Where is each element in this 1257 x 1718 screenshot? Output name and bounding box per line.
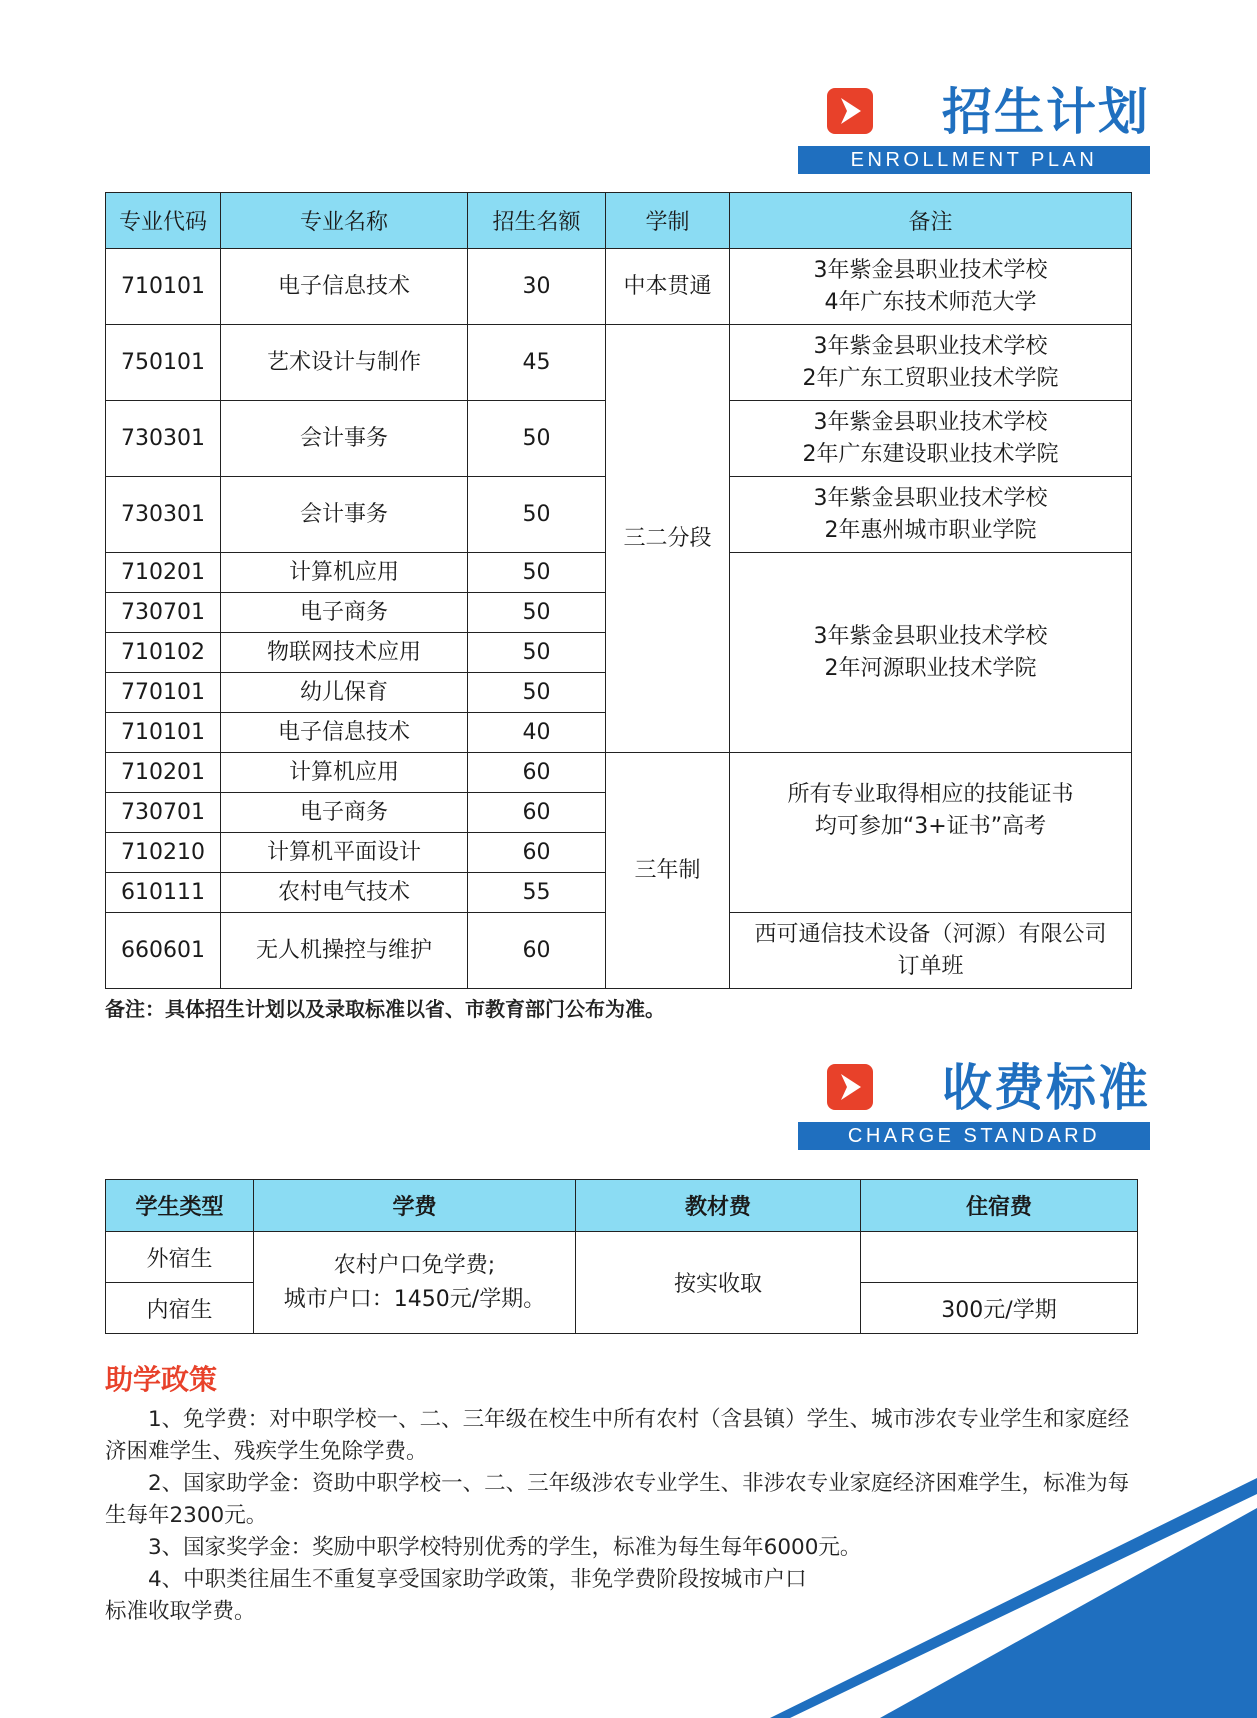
header-code: 专业代码	[106, 193, 221, 249]
table-header-row	[106, 1180, 1138, 1232]
cell-quota: 50	[468, 633, 606, 673]
header-system: 学制	[606, 193, 730, 249]
header-name: 专业名称	[221, 193, 468, 249]
aid-item: 标准收取学费。	[105, 1599, 256, 1624]
charge-heading	[790, 1058, 1150, 1168]
cell-name: 电子商务	[221, 593, 468, 633]
header-quota: 招生名额	[468, 193, 606, 249]
table-row	[106, 753, 1132, 793]
arrow-logo-icon	[827, 88, 873, 134]
enrollment-heading	[790, 82, 1150, 192]
cell-remark	[730, 913, 1132, 989]
cell-tuition	[254, 1232, 576, 1334]
header-remark: 备注	[730, 193, 1132, 249]
tuition-line: 城市户口：1450元/学期。	[283, 1286, 546, 1312]
remark-line: 3年紫金县职业技术学校	[813, 333, 1048, 359]
cell-code: 660601	[106, 913, 221, 989]
cell-system: 三二分段	[606, 325, 730, 753]
enrollment-subtitle: ENROLLMENT PLAN	[798, 146, 1150, 174]
cell-name: 无人机操控与维护	[221, 913, 468, 989]
table-row	[106, 325, 1132, 401]
cell-quota: 55	[468, 873, 606, 913]
remark-line: 均可参加“3+证书”高考	[814, 814, 1047, 839]
cell-remark	[730, 249, 1132, 325]
cell-code: 610111	[106, 873, 221, 913]
cell-code: 710102	[106, 633, 221, 673]
cell-quota: 60	[468, 913, 606, 989]
aid-item: 3、国家奖学金：奖励中职学校特别优秀的学生，标准为每生每年6000元。	[148, 1535, 862, 1560]
cell-name: 农村电气技术	[221, 873, 468, 913]
cell-code: 730701	[106, 793, 221, 833]
cell-remark	[730, 401, 1132, 477]
aid-body	[105, 1404, 1135, 1628]
cell-quota: 50	[468, 553, 606, 593]
cell-remark	[730, 553, 1132, 753]
cell-remark	[730, 325, 1132, 401]
cell-quota: 50	[468, 673, 606, 713]
remark-line: 2年河源职业技术学院	[824, 655, 1037, 681]
cell-code: 730301	[106, 477, 221, 553]
remark-line: 2年惠州城市职业学院	[824, 517, 1037, 543]
enrollment-note: 备注：具体招生计划以及录取标准以省、市教育部门公布为准。	[105, 997, 665, 1021]
table-row	[106, 1232, 1138, 1283]
cell-lodging: 300元/学期	[861, 1283, 1138, 1334]
cell-name: 计算机应用	[221, 753, 468, 793]
charge-title: 收费标准	[942, 1059, 1150, 1117]
cell-code: 730301	[106, 401, 221, 477]
enrollment-title: 招生计划	[942, 83, 1150, 141]
remark-line: 西可通信技术设备（河源）有限公司	[754, 921, 1107, 947]
cell-quota: 50	[468, 593, 606, 633]
cell-quota: 60	[468, 753, 606, 793]
cell-name: 电子信息技术	[221, 249, 468, 325]
cell-quota: 50	[468, 401, 606, 477]
aid-item: 1、免学费：对中职学校一、二、三年级在校生中所有农村（含县镇）学生、城市涉农专业学生和家庭经济困难学生、残疾学生免除学费。	[105, 1407, 1130, 1464]
remark-line: 2年广东工贸职业技术学院	[802, 365, 1059, 391]
cell-code: 710201	[106, 553, 221, 593]
cell-code: 710101	[106, 713, 221, 753]
table-row	[106, 249, 1132, 325]
cell-name: 会计事务	[221, 401, 468, 477]
cell-name: 物联网技术应用	[221, 633, 468, 673]
cell-remark	[730, 477, 1132, 553]
cell-quota: 45	[468, 325, 606, 401]
cell-code: 710210	[106, 833, 221, 873]
cell-quota: 30	[468, 249, 606, 325]
cell-code: 710101	[106, 249, 221, 325]
charge-subtitle: CHARGE STANDARD	[798, 1122, 1150, 1150]
cell-name: 会计事务	[221, 477, 468, 553]
remark-line: 3年紫金县职业技术学校	[813, 257, 1048, 283]
aid-item: 4、中职类往届生不重复享受国家助学政策，非免学费阶段按城市户口	[148, 1567, 807, 1592]
header-tuition: 学费	[254, 1180, 576, 1232]
remark-line: 3年紫金县职业技术学校	[813, 485, 1048, 511]
remark-line: 3年紫金县职业技术学校	[813, 409, 1048, 435]
remark-line: 4年广东技术师范大学	[824, 289, 1037, 315]
remark-line: 所有专业取得相应的技能证书	[787, 782, 1074, 807]
aid-title: 助学政策	[105, 1363, 218, 1396]
tuition-line: 农村户口免学费;	[333, 1252, 496, 1278]
remark-line: 2年广东建设职业技术学院	[802, 441, 1059, 467]
enrollment-table	[105, 192, 1132, 989]
arrow-logo-icon	[827, 1064, 873, 1110]
cell-name: 电子信息技术	[221, 713, 468, 753]
cell-student-type: 内宿生	[106, 1283, 254, 1334]
cell-quota: 40	[468, 713, 606, 753]
cell-name: 电子商务	[221, 793, 468, 833]
cell-code: 730701	[106, 593, 221, 633]
table-header-row	[106, 193, 1132, 249]
cell-name: 幼儿保育	[221, 673, 468, 713]
charge-table	[105, 1179, 1138, 1334]
aid-item: 2、国家助学金：资助中职学校一、二、三年级涉农专业学生、非涉农专业家庭经济困难学生，标准为每生每年2300元。	[105, 1471, 1130, 1528]
cell-name: 计算机平面设计	[221, 833, 468, 873]
cell-quota: 60	[468, 793, 606, 833]
cell-quota: 50	[468, 477, 606, 553]
remark-line: 3年紫金县职业技术学校	[813, 623, 1048, 649]
cell-name: 艺术设计与制作	[221, 325, 468, 401]
remark-line: 订单班	[897, 953, 964, 979]
header-student-type: 学生类型	[106, 1180, 254, 1232]
cell-lodging	[861, 1232, 1138, 1283]
cell-system: 三年制	[606, 753, 730, 989]
header-textbook: 教材费	[576, 1180, 861, 1232]
cell-name: 计算机应用	[221, 553, 468, 593]
cell-student-type: 外宿生	[106, 1232, 254, 1283]
header-lodging: 住宿费	[861, 1180, 1138, 1232]
cell-code: 770101	[106, 673, 221, 713]
cell-code: 710201	[106, 753, 221, 793]
cell-textbook: 按实收取	[576, 1232, 861, 1334]
cell-code: 750101	[106, 325, 221, 401]
cell-system: 中本贯通	[606, 249, 730, 325]
cell-quota: 60	[468, 833, 606, 873]
cell-remark	[730, 753, 1132, 913]
